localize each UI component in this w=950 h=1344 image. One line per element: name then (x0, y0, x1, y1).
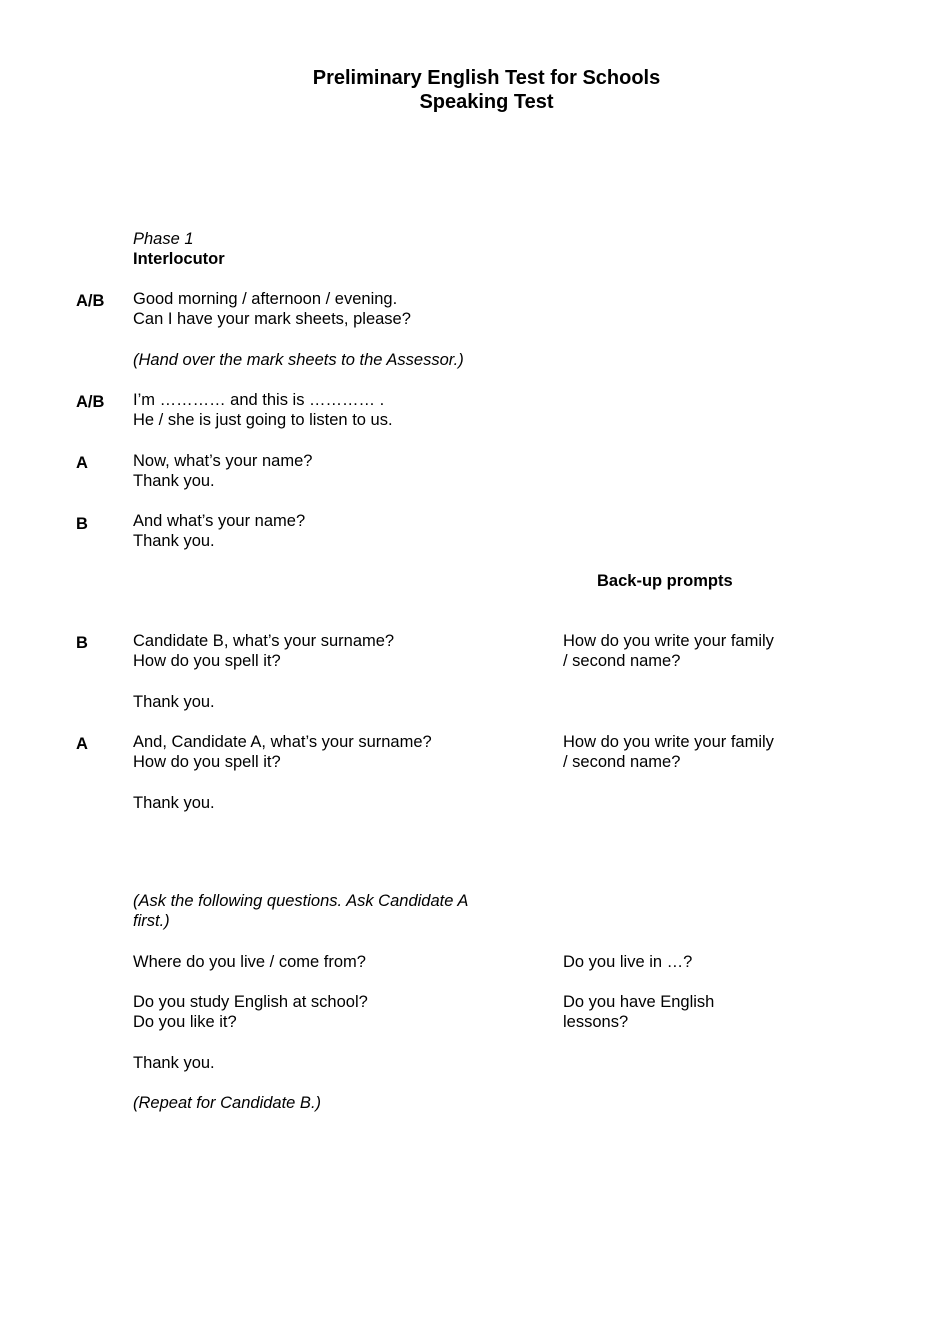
script-line: I’m ………… and this is ………… . (133, 391, 385, 409)
question-line: Do you study English at school? (133, 993, 368, 1011)
speaker-label: A (76, 735, 88, 753)
backup-prompt: Do you live in …? (563, 953, 693, 971)
speaker-label: A/B (76, 292, 105, 310)
script-line: How do you spell it? (133, 652, 281, 670)
script-line: Thank you. (133, 693, 215, 711)
script-line: And what’s your name? (133, 512, 306, 530)
phase-label: Phase 1 (133, 230, 194, 248)
backup-prompt: How do you write your family (563, 632, 774, 650)
backup-prompts-heading: Back-up prompts (597, 572, 733, 590)
script-line: Good morning / afternoon / evening. (133, 290, 398, 308)
backup-prompt: Do you have English (563, 993, 715, 1011)
script-line: Candidate B, what’s your surname? (133, 632, 395, 650)
speaker-label: A/B (76, 393, 105, 411)
backup-prompt: lessons? (563, 1013, 629, 1031)
speaker-label: B (76, 634, 88, 652)
script-line: Thank you. (133, 794, 215, 812)
document-title: Preliminary English Test for Schools (312, 67, 661, 89)
document-subtitle: Speaking Test (419, 91, 554, 113)
speaker-label: B (76, 515, 88, 533)
backup-prompt: How do you write your family (563, 733, 774, 751)
stage-direction: (Hand over the mark sheets to the Assessor.) (133, 351, 464, 369)
script-line: Now, what’s your name? (133, 452, 313, 470)
script-line: And, Candidate A, what’s your surname? (133, 733, 432, 751)
backup-prompt: / second name? (563, 652, 681, 670)
role-heading: Interlocutor (133, 250, 225, 268)
stage-direction: (Ask the following questions. Ask Candidate A (133, 892, 469, 910)
stage-direction: first.) (133, 912, 170, 930)
backup-prompt: / second name? (563, 753, 681, 771)
stage-direction: (Repeat for Candidate B.) (133, 1094, 322, 1112)
speaker-label: A (76, 454, 88, 472)
question-line: Where do you live / come from? (133, 953, 366, 971)
script-line: Thank you. (133, 472, 215, 490)
question-line: Do you like it? (133, 1013, 237, 1031)
script-line: Thank you. (133, 1054, 215, 1072)
script-line: He / she is just going to listen to us. (133, 411, 393, 429)
script-line: How do you spell it? (133, 753, 281, 771)
script-line: Can I have your mark sheets, please? (133, 310, 411, 328)
script-line: Thank you. (133, 532, 215, 550)
